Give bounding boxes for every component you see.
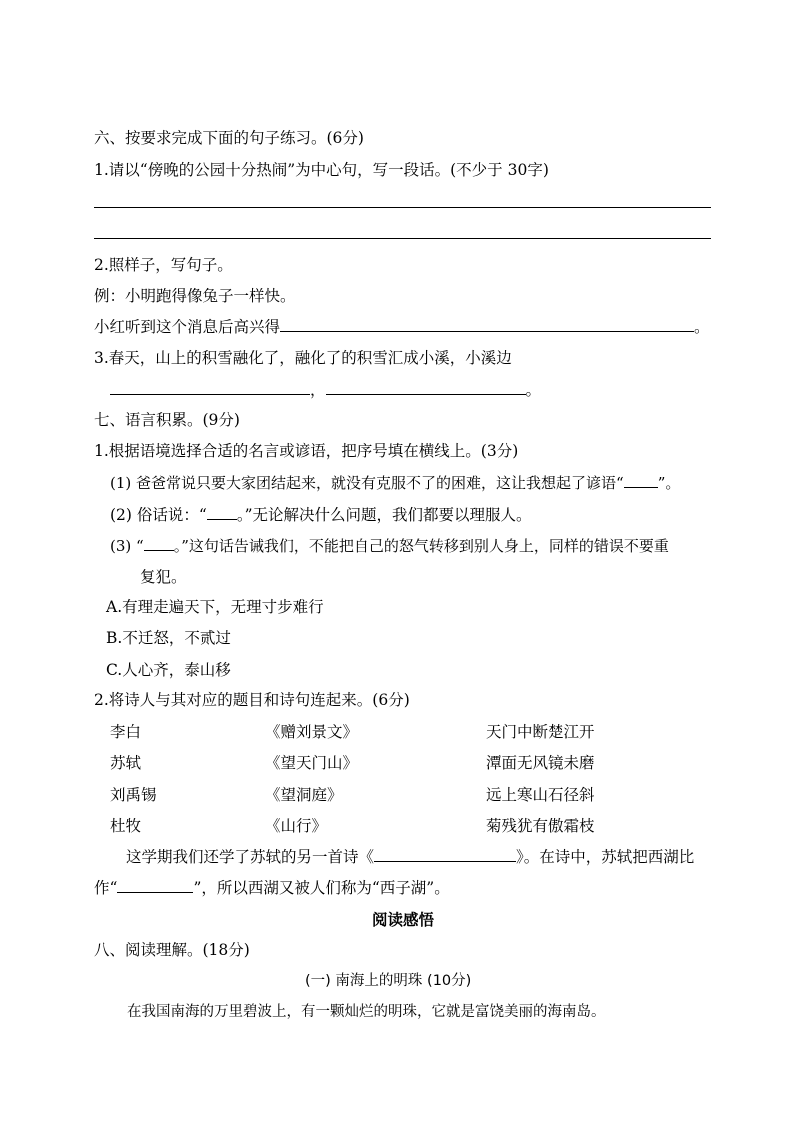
q6-3-prompt: 3.春天，山上的积雪融化了，融化了的积雪汇成小溪，小溪边 (94, 349, 512, 367)
q7-2-paragraph-line-2 (94, 878, 450, 898)
q6-2-sentence-start: 小红听到这个消息后高兴得 (94, 318, 281, 336)
q7-2-paragraph-line-1 (126, 847, 694, 867)
answer-line-1[interactable] (94, 207, 711, 208)
poem-title-blank[interactable] (374, 847, 516, 862)
poet-item[interactable]: 杜牧 (110, 817, 142, 835)
q7-2-para-text-4: ”，所以西湖又被人们称为“西子湖”。 (193, 879, 450, 897)
section-6-heading: 六、按要求完成下面的句子练习。(6分) (94, 129, 364, 147)
q7-1-item-1-close: ”。 (657, 474, 681, 492)
title-item[interactable]: 《山行》 (265, 817, 328, 835)
q6-3-blank-1[interactable] (110, 380, 310, 395)
q7-1-item-1 (110, 473, 680, 493)
q7-1-item-3-cont: 复犯。 (140, 568, 187, 586)
q6-3-fill-line (110, 380, 541, 400)
q7-1-item-2 (110, 505, 532, 525)
title-item[interactable]: 《望洞庭》 (265, 786, 343, 804)
q6-3-period: 。 (525, 381, 542, 399)
option-a: A.有理走遍天下，无理寸步难行 (106, 598, 324, 616)
q7-1-prompt: 1.根据语境选择合适的名言或谚语，把序号填在横线上。(3分) (94, 442, 519, 460)
poet-item[interactable]: 刘禹锡 (110, 786, 157, 804)
answer-line-2[interactable] (94, 238, 711, 239)
q7-1-item-1-text: (1) 爸爸常说只要大家团结起来，就没有克服不了的困难，这让我想起了谚语“ (110, 474, 624, 492)
section-8-heading: 八、阅读理解。(18分) (94, 941, 250, 959)
verse-item[interactable]: 远上寒山石径斜 (486, 786, 595, 804)
q7-1-item-1-blank[interactable] (624, 473, 658, 488)
option-c: C.人心齐，泰山移 (106, 661, 231, 679)
passage-line-1: 在我国南海的万里碧波上，有一颗灿烂的明珠，它就是富饶美丽的海南岛。 (127, 1004, 606, 1020)
q6-3-comma: ， (310, 381, 326, 399)
q7-1-item-3-blank[interactable] (144, 536, 174, 551)
q7-2-para-text-3: 作“ (94, 879, 118, 897)
reading-section-title: 阅读感悟 (372, 911, 435, 929)
q7-2-prompt: 2.将诗人与其对应的题目和诗句连起来。(6分) (94, 691, 410, 709)
section-7-heading: 七、语言积累。(9分) (94, 411, 240, 429)
q6-2-prompt: 2.照样子，写句子。 (94, 256, 233, 274)
q7-1-item-2-rest: 。”无论解决什么问题，我们都要以理服人。 (236, 506, 532, 524)
poet-item[interactable]: 苏轼 (110, 754, 142, 772)
q7-1-item-3-text: (3) “ (110, 537, 144, 555)
q6-2-example: 例：小明跑得像兔子一样快。 (94, 287, 296, 305)
q7-1-item-3-rest: 。”这句话告诫我们，不能把自己的怒气转移到别人身上，同样的错误不要重 (173, 537, 669, 555)
verse-item[interactable]: 菊残犹有傲霜枝 (486, 817, 595, 835)
title-item[interactable]: 《望天门山》 (265, 754, 359, 772)
verse-item[interactable]: 潭面无风镜未磨 (486, 754, 595, 772)
option-b: B.不迁怒，不贰过 (106, 629, 231, 647)
q6-2-fill-line (94, 317, 710, 337)
west-lake-compare-blank[interactable] (117, 878, 193, 893)
q6-3-blank-2[interactable] (326, 380, 526, 395)
q7-1-item-2-text: (2) 俗话说：“ (110, 506, 207, 524)
q7-2-para-text-1: 这学期我们还学了苏轼的另一首诗《 (126, 848, 375, 866)
verse-item[interactable]: 天门中断楚江开 (486, 723, 595, 741)
q6-1-prompt: 1.请以“傍晚的公园十分热闹”为中心句，写一段话。(不少于 30字) (94, 161, 549, 179)
q7-1-item-2-blank[interactable] (207, 505, 237, 520)
q6-2-blank[interactable] (280, 317, 694, 332)
q6-2-period: 。 (694, 318, 710, 336)
poet-item[interactable]: 李白 (110, 723, 142, 741)
q7-2-para-text-2: 》。在诗中，苏轼把西湖比 (516, 848, 695, 866)
title-item[interactable]: 《赠刘景文》 (265, 723, 359, 741)
q7-1-item-3 (110, 536, 669, 556)
passage-title: (一) 南海上的明珠 (10分) (305, 973, 472, 989)
